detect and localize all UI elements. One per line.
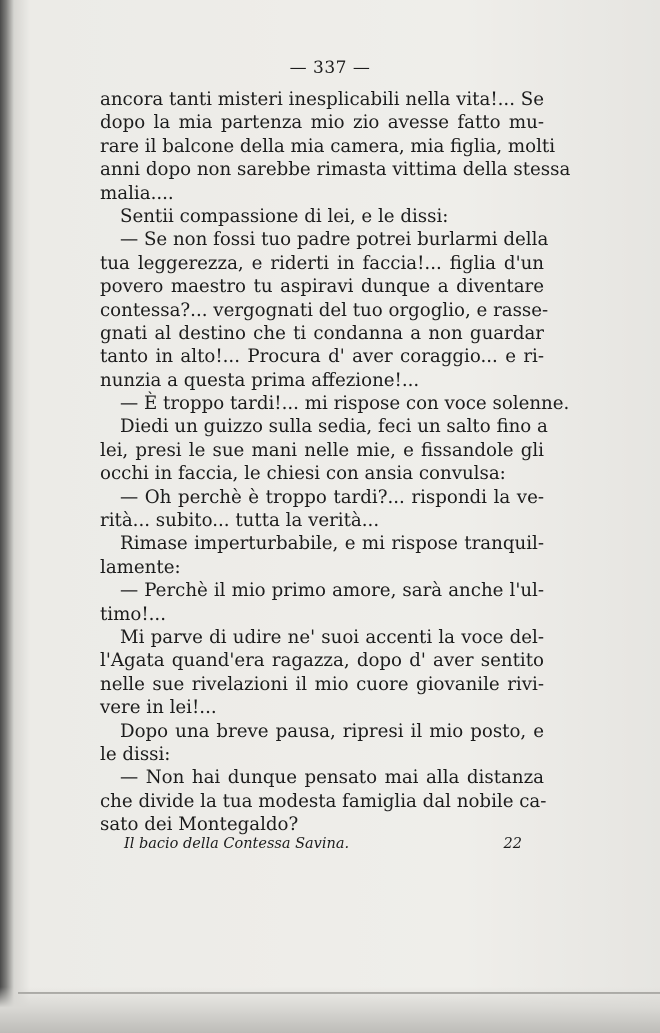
body-text: [100, 88, 571, 837]
text-line: — Se non fossi tuo padre potrei burlarmi della: [120, 229, 549, 251]
text-line: — È troppo tardi!... mi rispose con voce solenne.: [120, 393, 570, 415]
text-line: l'Agata quand'era ragazza, dopo d' aver sentito: [100, 650, 544, 672]
text-line: contessa?... vergognati del tuo orgoglio, e rasse-: [100, 299, 549, 321]
text-line: tanto in alto!... Procura d' aver coraggio... e ri-: [100, 346, 544, 368]
text-line: ancora tanti misteri inesplicabili nella vita!... Se: [100, 89, 544, 110]
text-line: rare il balcone della mia camera, mia figlia, molti: [100, 135, 556, 157]
text-line: anni dopo non sarebbe rimasta vittima della stessa: [100, 159, 571, 181]
footer-signature-mark: 22: [503, 836, 522, 852]
page-footer: [124, 836, 522, 852]
text-line: dopo la mia partenza mio zio avesse fatto mu-: [100, 112, 544, 134]
page-number: — 337 —: [289, 58, 371, 78]
text-line: nunzia a questa prima affezione!...: [100, 369, 420, 391]
text-line: rità... subito... tutta la verità...: [100, 510, 380, 532]
text-line: che divide la tua modesta famiglia dal nobile ca-: [100, 790, 547, 812]
text-line: — Oh perchè è troppo tardi?... rispondi la ve-: [120, 486, 544, 508]
text-line: Diedi un guizzo sulla sedia, feci un salto fino a: [120, 416, 548, 438]
text-line: lei, presi le sue mani nelle mie, e fissandole gli: [100, 439, 544, 461]
text-line: Dopo una breve pausa, ripresi il mio posto, e: [120, 720, 544, 742]
text-line: timo!...: [100, 603, 166, 625]
page-bottom-shadow: [0, 987, 660, 1033]
text-line: — Non hai dunque pensato mai alla distanza: [120, 767, 544, 789]
text-line: sato dei Montegaldo?: [100, 814, 299, 836]
text-line: povero maestro tu aspiravi dunque a diventare: [100, 276, 544, 298]
footer-book-title: Il bacio della Contessa Savina.: [124, 836, 350, 852]
text-line: lamente:: [100, 556, 181, 578]
text-line: le dissi:: [100, 743, 171, 765]
text-line: gnati al destino che ti condanna a non guardar: [100, 322, 544, 344]
text-line: Rimase imperturbabile, e mi rispose tranquil-: [120, 533, 544, 555]
text-line: vere in lei!...: [100, 697, 217, 719]
text-line: Mi parve di udire ne' suoi accenti la voce del-: [120, 626, 544, 648]
text-line: Sentii compassione di lei, e le dissi:: [120, 205, 449, 227]
text-line: nelle sue rivelazioni il mio cuore giovanile rivi-: [100, 673, 544, 695]
text-line: — Perchè il mio primo amore, sarà anche l'ul-: [120, 580, 544, 602]
text-line: occhi in faccia, le chiesi con ansia convulsa:: [100, 463, 506, 485]
text-line: tua leggerezza, e riderti in faccia!... figlia d'un: [100, 252, 544, 274]
text-line: malia....: [100, 182, 174, 204]
